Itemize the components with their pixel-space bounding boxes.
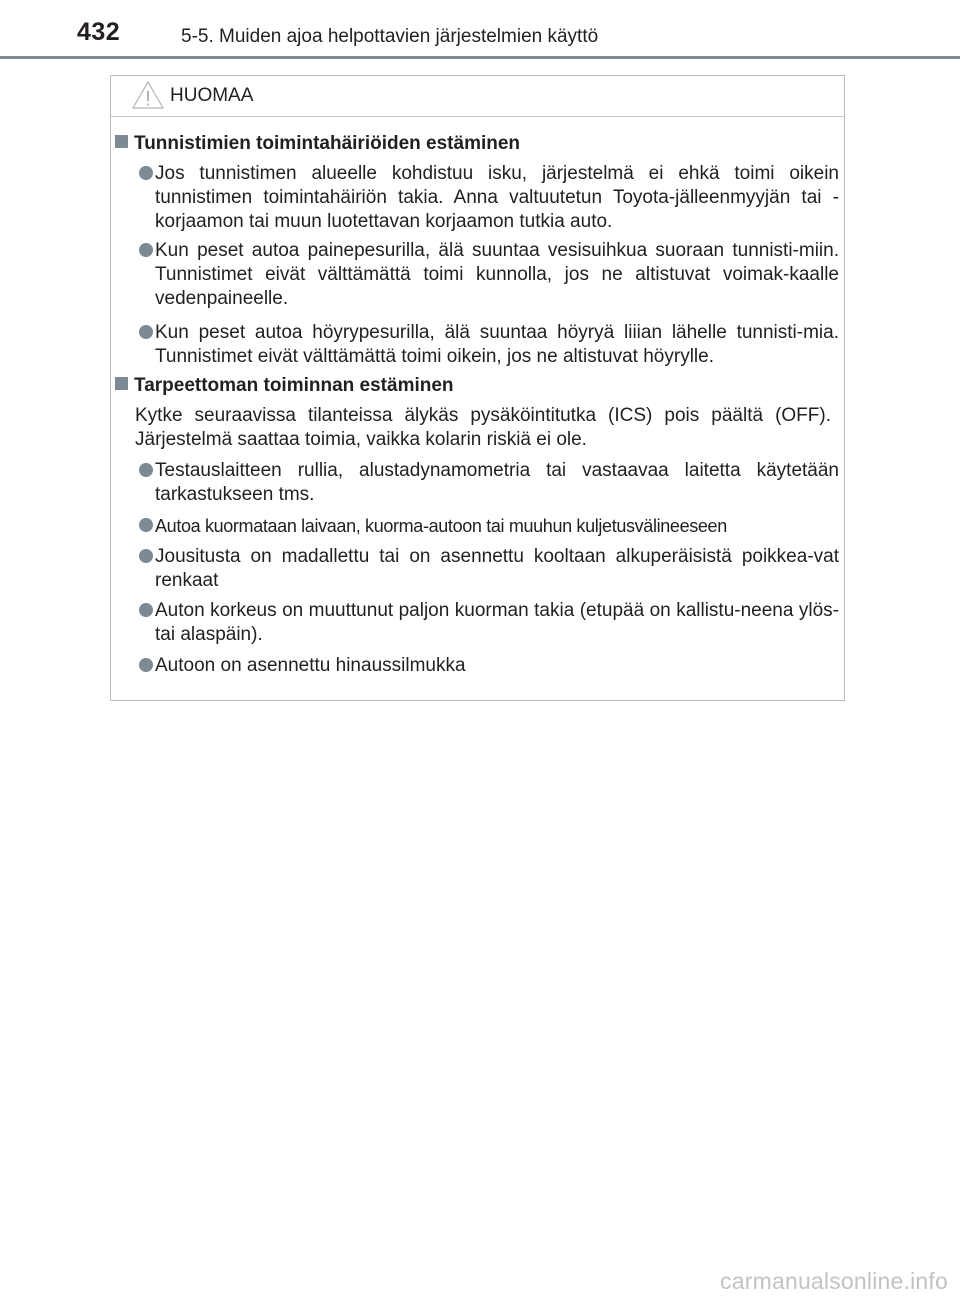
round-bullet-icon <box>139 658 153 672</box>
header-rule <box>0 56 960 59</box>
list-item-text: Kun peset autoa painepesurilla, älä suuntaa vesisuihkua suoraan tunnisti-miin. Tunnistimet eivät välttämättä toimi kunnolla, jos ne altistuvat voimak-kaalle vedenpaineelle. <box>155 240 839 309</box>
page-number: 432 <box>77 18 121 46</box>
square-bullet-icon <box>115 377 128 390</box>
section-heading-text: Tunnistimien toimintahäiriöiden estäminen <box>134 133 521 154</box>
section-title: 5-5. Muiden ajoa helpottavien järjestelmien käyttö <box>181 26 599 47</box>
round-bullet-icon <box>139 603 153 617</box>
round-bullet-icon <box>139 549 153 563</box>
list-item-text: Autoa kuormataan laivaan, kuorma-autoon tai muuhun kuljetusvälineeseen <box>155 516 727 536</box>
warning-triangle-icon <box>131 80 165 110</box>
square-bullet-icon <box>115 135 128 148</box>
section-heading-text: Tarpeettoman toiminnan estäminen <box>134 375 454 396</box>
list-item-text: Jos tunnistimen alueelle kohdistuu isku, järjestelmä ei ehkä toimi oikein tunnistimen toimintahäiriön takia. Anna valtuutetun Toyota-jälleenmyyjän tai -korjaamon tai muun luotettavan korjaamon tutkia auto. <box>155 163 839 232</box>
watermark: carmanualsonline.info <box>720 1268 948 1294</box>
section-intro: Kytke seuraavissa tilanteissa älykäs pysäköintitutka (ICS) pois päältä (OFF). Järjestelmä saattaa toimia, vaikka kolarin riskiä ei ole. <box>135 405 831 450</box>
notice-label: HUOMAA <box>170 85 254 106</box>
list-item-text: Jousitusta on madallettu tai on asennettu kooltaan alkuperäisistä poikkea-vat renkaat <box>155 546 839 591</box>
notice-box <box>110 75 845 701</box>
list-item-text: Kun peset autoa höyrypesurilla, älä suuntaa höyryä liiian lähelle tunnisti-mia. Tunnistimet eivät välttämättä toimi oikein, jos ne altistuvat höyrylle. <box>155 322 839 367</box>
list-item-text: Autoon on asennettu hinaussilmukka <box>155 655 466 676</box>
section-heading-unnecessary-operation <box>115 375 454 397</box>
list-item-text: Auton korkeus on muuttunut paljon kuorman takia (etupää on kallistu-neena ylös- tai alaspäin). <box>155 600 839 645</box>
notice-header <box>111 76 844 117</box>
round-bullet-icon <box>139 518 153 532</box>
round-bullet-icon <box>139 166 153 180</box>
page-header <box>0 0 960 60</box>
round-bullet-icon <box>139 325 153 339</box>
round-bullet-icon <box>139 463 153 477</box>
section-heading-sensor-malfunction <box>115 133 520 155</box>
round-bullet-icon <box>139 243 153 257</box>
list-item-text: Testauslaitteen rullia, alustadynamometria tai vastaavaa laitetta käytetään tarkastukseen tms. <box>155 460 839 505</box>
